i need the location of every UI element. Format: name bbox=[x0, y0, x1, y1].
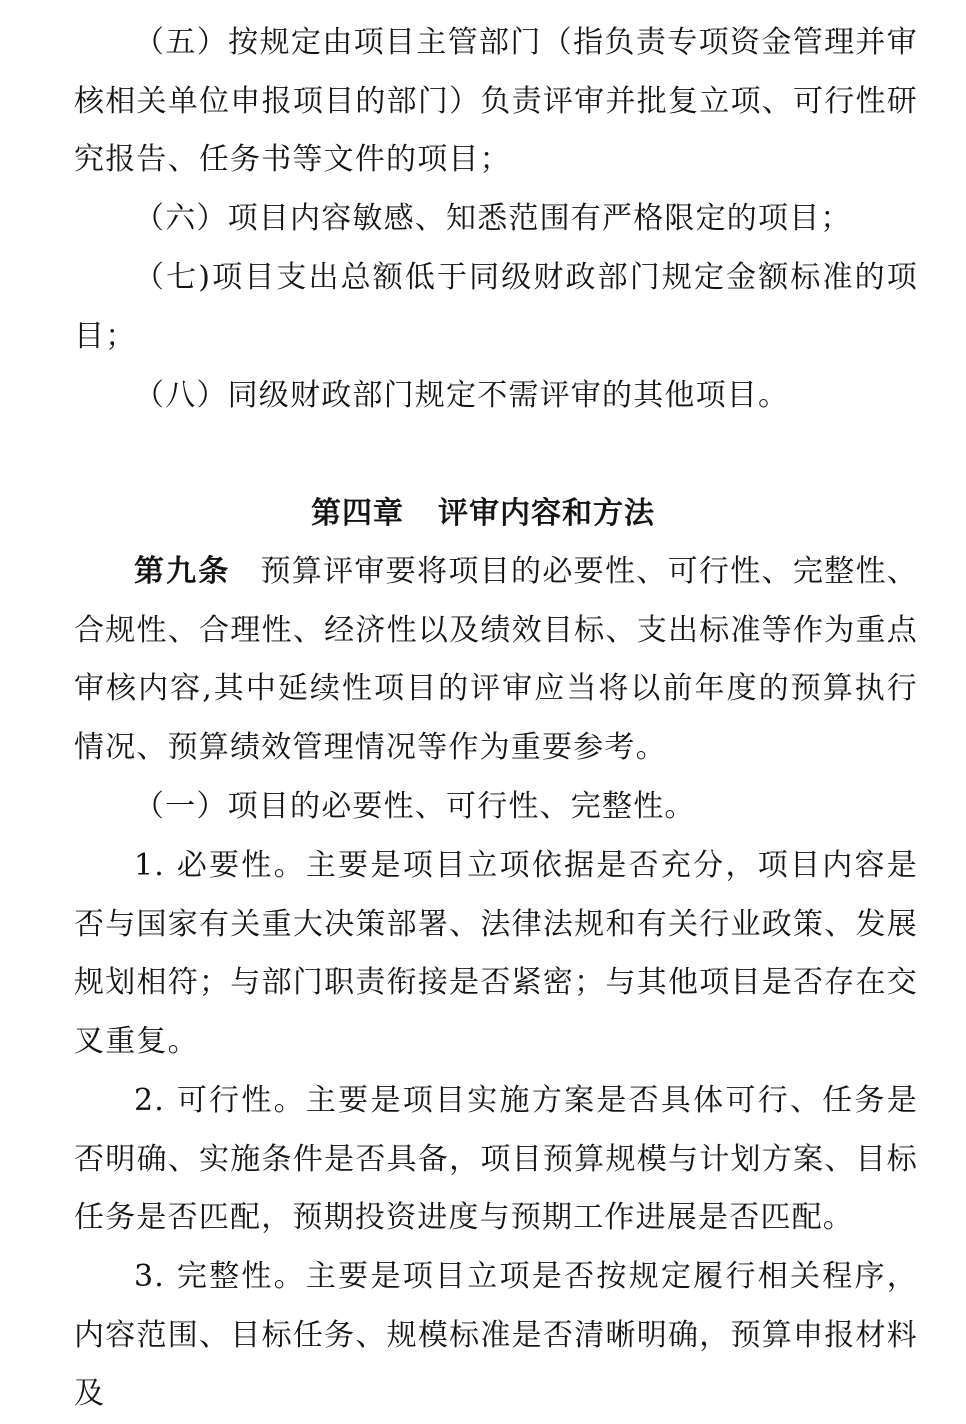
paragraph-item-8: （八）同级财政部门规定不需评审的其他项目。 bbox=[134, 378, 790, 413]
article-9-paragraph bbox=[74, 543, 918, 778]
paragraph-item-6: （六）项目内容敏感、知悉范围有严格限定的项目； bbox=[134, 201, 852, 236]
chapter-title: 评审内容和方法 bbox=[438, 496, 655, 531]
paragraph-point-3: 3. 完整性。主要是项目立项是否按规定履行相关程序，内容范围、目标任务、规模标准是否清晰明确，预算申报材料及 bbox=[74, 1259, 918, 1412]
chapter-number: 第四章 bbox=[311, 496, 404, 531]
paragraph-item-7: （七)项目支出总额低于同级财政部门规定金额标准的项目； bbox=[74, 260, 918, 354]
article-label: 第九条 bbox=[134, 554, 231, 589]
paragraph-sub-1: （一）项目的必要性、可行性、完整性。 bbox=[134, 789, 696, 824]
paragraph-item-5: （五）按规定由项目主管部门（指负责专项资金管理并审核相关单位申报项目的部门）负责评审并批复立项、可行性研究报告、任务书等文件的项目； bbox=[74, 25, 918, 178]
chapter-heading bbox=[0, 486, 966, 542]
article-9-text: 预算评审要将项目的必要性、可行性、完整性、合规性、合理性、经济性以及绩效目标、支出标准等作为重点审核内容,其中延续性项目的评审应当将以前年度的预算执行情况、预算绩效管理情况等作为重要参考。 bbox=[74, 554, 919, 766]
paragraph-point-2: 2. 可行性。主要是项目实施方案是否具体可行、任务是否明确、实施条件是否具备，项目预算规模与计划方案、目标任务是否匹配，预期投资进度与预期工作进展是否匹配。 bbox=[74, 1083, 918, 1236]
paragraph-point-1: 1. 必要性。主要是项目立项依据是否充分，项目内容是否与国家有关重大决策部署、法律法规和有关行业政策、发展规划相符；与部门职责衔接是否紧密；与其他项目是否存在交叉重复。 bbox=[74, 848, 918, 1060]
